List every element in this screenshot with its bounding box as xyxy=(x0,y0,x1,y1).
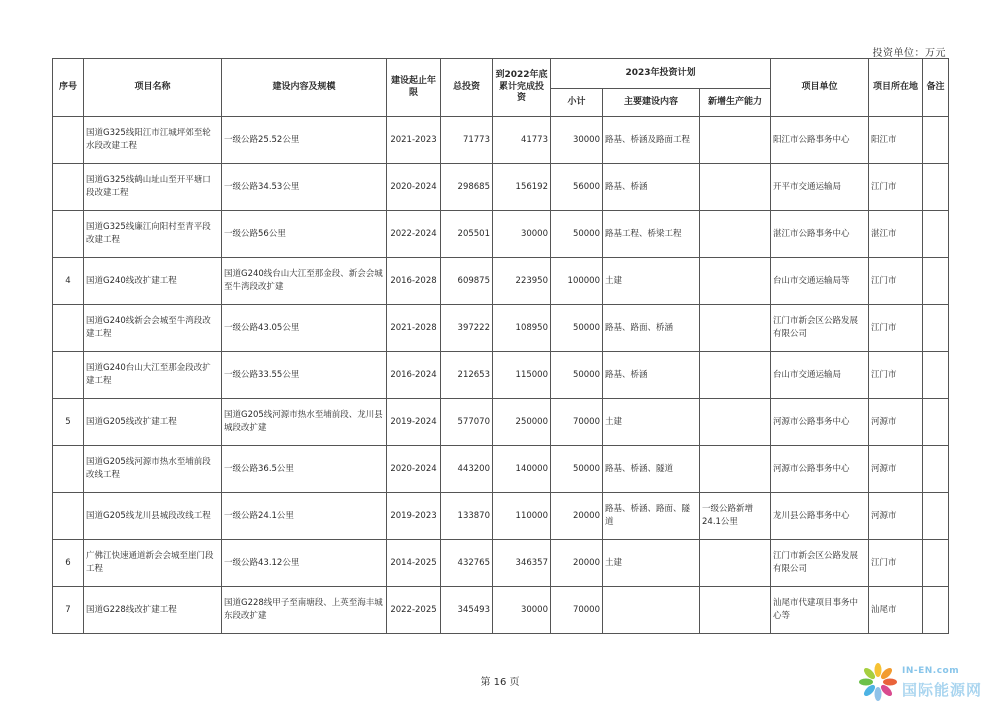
row-main-content xyxy=(603,587,700,634)
row-location: 江门市 xyxy=(869,540,923,587)
row-subtotal: 70000 xyxy=(551,399,603,446)
row-name: 国道G240台山大江至那金段改扩建工程 xyxy=(84,352,222,399)
row-remarks xyxy=(923,258,949,305)
table-row xyxy=(53,164,949,211)
row-content: 国道G228线甲子至南塘段、上英至海丰城东段改扩建 xyxy=(222,587,387,634)
row-years: 2021-2028 xyxy=(387,305,441,352)
table-row xyxy=(53,587,949,634)
table-row xyxy=(53,117,949,164)
row-location: 湛江市 xyxy=(869,211,923,258)
row-name: 国道G205线河源市热水至埔前段改线工程 xyxy=(84,446,222,493)
row-main-content: 路基、桥涵 xyxy=(603,164,700,211)
header-cumulative: 到2022年底累计完成投资 xyxy=(493,59,551,117)
row-content: 国道G240线台山大江至那金段、新会会城至牛湾段改扩建 xyxy=(222,258,387,305)
row-location: 河源市 xyxy=(869,493,923,540)
row-total: 577070 xyxy=(441,399,493,446)
row-main-content: 路基、桥涵 xyxy=(603,352,700,399)
row-location: 阳江市 xyxy=(869,117,923,164)
row-remarks xyxy=(923,164,949,211)
row-main-content: 路基、路面、桥涵 xyxy=(603,305,700,352)
header-unit: 项目单位 xyxy=(771,59,869,117)
row-subtotal: 30000 xyxy=(551,117,603,164)
row-unit: 江门市新会区公路发展有限公司 xyxy=(771,540,869,587)
row-cumulative: 30000 xyxy=(493,587,551,634)
row-years: 2021-2023 xyxy=(387,117,441,164)
row-remarks xyxy=(923,211,949,258)
row-content: 一级公路43.05公里 xyxy=(222,305,387,352)
header-subtotal: 小计 xyxy=(551,89,603,117)
row-name: 国道G325线阳江市江城坪郊至轮水段改建工程 xyxy=(84,117,222,164)
row-location: 江门市 xyxy=(869,258,923,305)
row-new-capacity: 一级公路新增24.1公里 xyxy=(700,493,771,540)
row-years: 2022-2024 xyxy=(387,211,441,258)
row-location: 江门市 xyxy=(869,305,923,352)
row-unit: 江门市新会区公路发展有限公司 xyxy=(771,305,869,352)
table-row xyxy=(53,305,949,352)
row-remarks xyxy=(923,493,949,540)
row-new-capacity xyxy=(700,399,771,446)
row-unit: 汕尾市代建项目事务中心等 xyxy=(771,587,869,634)
row-unit: 湛江市公路事务中心 xyxy=(771,211,869,258)
table-row xyxy=(53,258,949,305)
header-total: 总投资 xyxy=(441,59,493,117)
unit-note: 投资单位：万元 xyxy=(872,48,946,59)
row-seq: 5 xyxy=(53,399,84,446)
row-total: 71773 xyxy=(441,117,493,164)
row-years: 2019-2023 xyxy=(387,493,441,540)
row-subtotal: 50000 xyxy=(551,352,603,399)
row-subtotal: 50000 xyxy=(551,305,603,352)
row-total: 397222 xyxy=(441,305,493,352)
row-name: 国道G240线改扩建工程 xyxy=(84,258,222,305)
row-location: 汕尾市 xyxy=(869,587,923,634)
row-new-capacity xyxy=(700,446,771,493)
row-content: 一级公路24.1公里 xyxy=(222,493,387,540)
row-total: 345493 xyxy=(441,587,493,634)
row-seq: 7 xyxy=(53,587,84,634)
row-total: 298685 xyxy=(441,164,493,211)
row-total: 205501 xyxy=(441,211,493,258)
row-name: 广佛江快速通道新会会城至崖门段工程 xyxy=(84,540,222,587)
row-cumulative: 41773 xyxy=(493,117,551,164)
row-content: 一级公路25.52公里 xyxy=(222,117,387,164)
header-content: 建设内容及规模 xyxy=(222,59,387,117)
row-cumulative: 140000 xyxy=(493,446,551,493)
row-remarks xyxy=(923,117,949,164)
row-seq xyxy=(53,446,84,493)
row-main-content: 路基、桥涵、隧道 xyxy=(603,446,700,493)
row-total: 133870 xyxy=(441,493,493,540)
row-total: 432765 xyxy=(441,540,493,587)
row-content: 一级公路34.53公里 xyxy=(222,164,387,211)
row-new-capacity xyxy=(700,352,771,399)
row-total: 212653 xyxy=(441,352,493,399)
row-years: 2016-2024 xyxy=(387,352,441,399)
row-years: 2020-2024 xyxy=(387,446,441,493)
row-seq xyxy=(53,117,84,164)
row-unit: 开平市交通运输局 xyxy=(771,164,869,211)
row-subtotal: 20000 xyxy=(551,540,603,587)
row-remarks xyxy=(923,399,949,446)
row-new-capacity xyxy=(700,540,771,587)
row-location: 江门市 xyxy=(869,352,923,399)
row-seq: 6 xyxy=(53,540,84,587)
row-seq xyxy=(53,305,84,352)
header-name: 项目名称 xyxy=(84,59,222,117)
row-unit: 河源市公路事务中心 xyxy=(771,446,869,493)
row-total: 443200 xyxy=(441,446,493,493)
row-subtotal: 70000 xyxy=(551,587,603,634)
row-main-content: 土建 xyxy=(603,540,700,587)
row-seq xyxy=(53,164,84,211)
table-row xyxy=(53,493,949,540)
row-remarks xyxy=(923,305,949,352)
row-name: 国道G205线改扩建工程 xyxy=(84,399,222,446)
row-total: 609875 xyxy=(441,258,493,305)
investment-plan-table xyxy=(52,58,949,634)
table-row xyxy=(53,352,949,399)
row-years: 2022-2025 xyxy=(387,587,441,634)
table-row xyxy=(53,399,949,446)
row-unit: 台山市交通运输局等 xyxy=(771,258,869,305)
header-new-capacity: 新增生产能力 xyxy=(700,89,771,117)
row-main-content: 土建 xyxy=(603,258,700,305)
row-main-content: 路基、桥涵、路面、隧道 xyxy=(603,493,700,540)
row-content: 一级公路43.12公里 xyxy=(222,540,387,587)
row-cumulative: 108950 xyxy=(493,305,551,352)
row-cumulative: 346357 xyxy=(493,540,551,587)
row-unit: 台山市交通运输局 xyxy=(771,352,869,399)
row-new-capacity xyxy=(700,258,771,305)
row-seq: 4 xyxy=(53,258,84,305)
row-content: 一级公路36.5公里 xyxy=(222,446,387,493)
row-subtotal: 100000 xyxy=(551,258,603,305)
row-years: 2014-2025 xyxy=(387,540,441,587)
row-remarks xyxy=(923,587,949,634)
row-new-capacity xyxy=(700,211,771,258)
row-location: 河源市 xyxy=(869,399,923,446)
row-unit: 河源市公路事务中心 xyxy=(771,399,869,446)
header-seq: 序号 xyxy=(53,59,84,117)
row-seq xyxy=(53,211,84,258)
row-years: 2019-2024 xyxy=(387,399,441,446)
row-new-capacity xyxy=(700,587,771,634)
row-name: 国道G228线改扩建工程 xyxy=(84,587,222,634)
row-new-capacity xyxy=(700,305,771,352)
row-seq xyxy=(53,493,84,540)
row-cumulative: 115000 xyxy=(493,352,551,399)
header-years: 建设起止年限 xyxy=(387,59,441,117)
row-name: 国道G205线龙川县城段改线工程 xyxy=(84,493,222,540)
row-unit: 阳江市公路事务中心 xyxy=(771,117,869,164)
row-main-content: 土建 xyxy=(603,399,700,446)
header-remarks: 备注 xyxy=(923,59,949,117)
row-new-capacity xyxy=(700,164,771,211)
row-location: 河源市 xyxy=(869,446,923,493)
row-main-content: 路基工程、桥梁工程 xyxy=(603,211,700,258)
row-subtotal: 50000 xyxy=(551,446,603,493)
row-remarks xyxy=(923,540,949,587)
sunflower-logo-icon xyxy=(858,662,898,702)
watermark-cn: 国际能源网 xyxy=(902,681,983,699)
row-cumulative: 250000 xyxy=(493,399,551,446)
header-main-content: 主要建设内容 xyxy=(603,89,700,117)
row-name: 国道G325线鹤山址山至开平塘口段改建工程 xyxy=(84,164,222,211)
row-remarks xyxy=(923,446,949,493)
row-unit: 龙川县公路事务中心 xyxy=(771,493,869,540)
header-location: 项目所在地 xyxy=(869,59,923,117)
row-name: 国道G240线新会会城至牛湾段改建工程 xyxy=(84,305,222,352)
row-subtotal: 56000 xyxy=(551,164,603,211)
row-content: 一级公路33.55公里 xyxy=(222,352,387,399)
row-subtotal: 50000 xyxy=(551,211,603,258)
row-seq xyxy=(53,352,84,399)
row-cumulative: 30000 xyxy=(493,211,551,258)
row-main-content: 路基、桥涵及路面工程 xyxy=(603,117,700,164)
watermark xyxy=(858,662,998,702)
row-years: 2020-2024 xyxy=(387,164,441,211)
page-number: 第 16 页 xyxy=(480,677,520,688)
row-subtotal: 20000 xyxy=(551,493,603,540)
header-plan-2023: 2023年投资计划 xyxy=(551,59,771,89)
table-row xyxy=(53,211,949,258)
row-remarks xyxy=(923,352,949,399)
row-content: 国道G205线河源市热水至埔前段、龙川县城段改扩建 xyxy=(222,399,387,446)
watermark-en: IN-EN.com xyxy=(902,666,960,676)
row-cumulative: 110000 xyxy=(493,493,551,540)
table-row xyxy=(53,540,949,587)
row-name: 国道G325线廉江向阳村至青平段改建工程 xyxy=(84,211,222,258)
row-cumulative: 156192 xyxy=(493,164,551,211)
row-location: 江门市 xyxy=(869,164,923,211)
row-content: 一级公路56公里 xyxy=(222,211,387,258)
row-cumulative: 223950 xyxy=(493,258,551,305)
table-row xyxy=(53,446,949,493)
row-new-capacity xyxy=(700,117,771,164)
row-years: 2016-2028 xyxy=(387,258,441,305)
